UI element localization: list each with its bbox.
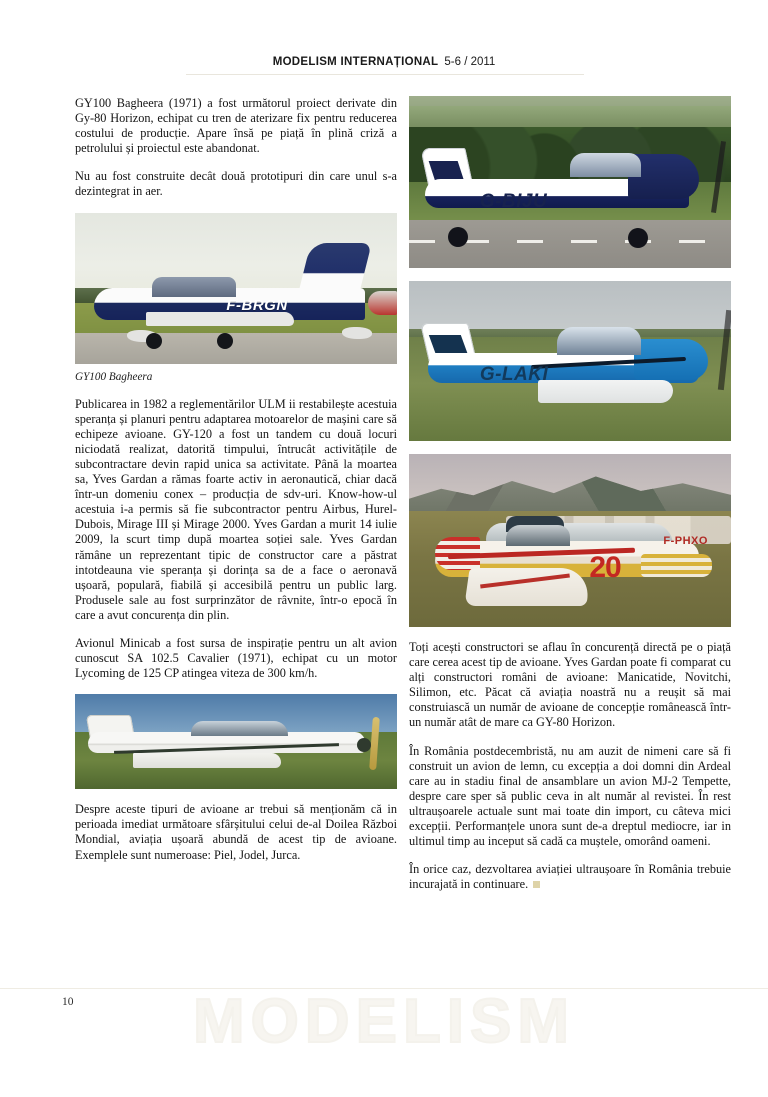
paragraph-conclusion xyxy=(409,862,731,892)
aircraft-canopy xyxy=(557,327,641,354)
paragraph-minicab-cavalier: Avionul Minicab a fost sursa de inspirație pentru un alt avion cunoscut SA 102.5 Cavalier (1971), echipat cu un motor Lycoming de 125 CP atingea viteza de 300 km/h. xyxy=(75,635,397,681)
aircraft-registration-fphxo: F-PHXO xyxy=(663,535,708,548)
wheel-main-right xyxy=(217,333,233,349)
aircraft-wing xyxy=(146,312,294,326)
paragraph-gy100-bagheera: GY100 Bagheera (1971) a fost următorul proiect derivate din Gy-80 Horizon, echipat cu tren de aterizare fix pentru reducerea costului de producție. Apare însă pe piață în plină criză a petrolului și proiectul este abandonat. xyxy=(75,96,397,156)
aircraft-canopy xyxy=(152,277,236,297)
photo-gy100-bagheera xyxy=(75,213,397,364)
header-divider xyxy=(186,74,584,75)
end-of-article-mark xyxy=(533,881,540,888)
photo-sa102-cavalier xyxy=(75,694,397,789)
photo-glaki xyxy=(409,281,731,441)
page-header xyxy=(0,52,768,70)
conclusion-text: În orice caz, dezvoltarea aviației ultraușoare în România trebuie incurajată in continuare. xyxy=(409,862,731,892)
photo-fphxo-racer xyxy=(409,454,731,627)
aircraft-registration-glaki: G-LAKI xyxy=(479,364,549,386)
paragraph-postwar-types: Despre aceste tipuri de avioane ar trebui să menționăm că in perioada imediat următoare sfârșitului celui de-al Doilea Război Mondial, aviația ușoară abundă de acest tip de avioane. Exemplele sunt numeroase: Piel, Jodel, Jurca. xyxy=(75,802,397,862)
aircraft-canopy xyxy=(191,721,288,736)
wheel-fairing-nose xyxy=(342,327,372,339)
paragraph-ulm-regulations: Publicarea in 1982 a reglementărilor ULM ii restabilește acestuia speranța și planuri pentru adaptarea motoarelor de mașini care să echipeze avioane. GY-120 a fost un tandem cu două locuri niciodată realizat, datorită timpului, întrucât activitățile de subcontractare devin rapid unica sa activitate. Până la moartea sa, Yves Gardan a rămas foarte activ in aeronautică, chiar dacă într-un domeniu conex – producția de sdv-uri. Know-how-ul acestuia i-a permis să fie subcontractor pentru Airbus, Hurel-Dubois, Mirage III și Mirage 2000. Yves Gardan a murit 14 iulie 2009, la scurt timp după moartea soției sale. Yves Gardan rămâne un reprezentant tipic de constructor care a păstrat intotdeauna vie speranța și dorința sa de a face o aeronavă ușoară, populară, fiabilă și accesibilă pentru un public larg. Produsele sale au fost surprinzător de râvnite, într-o epocă în care a avut concurența din plin. xyxy=(75,396,397,622)
page-watermark: MODELISM xyxy=(192,987,576,1056)
left-column xyxy=(75,96,397,863)
photo-scene xyxy=(409,281,731,441)
aircraft-wing xyxy=(133,753,281,768)
paragraph-romania-postdecembrist: În România postdecembristă, nu am auzit de nimeni care să fi construit un avion de lemn, cu excepția a doi domni din Ardeal care au in stadiu final de ansamblare un avion MJ-2 Tempette, despre care sper să public ceva in alt număr al revistei. În rest ultraușoarele actuale sunt mai toate din import, cu câteva mici excepții. Performanțele unora sunt de-a dreptul mediocre, iar in ultimul timp au inceput să cadă ca muștele, omorând oameni. xyxy=(409,743,731,849)
tailplane xyxy=(641,554,712,576)
aircraft-canopy xyxy=(506,525,570,546)
race-number: 20 xyxy=(589,550,621,584)
photo-scene xyxy=(409,96,731,268)
photo-scene xyxy=(75,213,397,364)
aircraft-registration-fbrgn: F-BRGN xyxy=(226,297,288,315)
paragraph-competition: Toți acești constructori se aflau în concurență directă pe o piață care cerea acest tip de avioane. Yves Gardan poate fi comparat cu alți constructori români de avioane: Manicatide, Novitchi, Silimon, etc. Păcat că aviația noastră nu a reușit să mai construiască un număr de avioane de concepție românească într-un număr atât de mare ca GY-80 Horizon. xyxy=(409,640,731,730)
paragraph-prototypes: Nu au fost construite decât două prototipuri din care unul s-a dezintegrat in aer. xyxy=(75,169,397,199)
issue-number: 5-6 / 2011 xyxy=(444,56,496,68)
wheel-tail xyxy=(448,227,468,247)
background-aircraft xyxy=(368,291,397,315)
aircraft-canopy xyxy=(570,153,641,177)
right-column xyxy=(409,96,731,892)
aircraft-registration-gbiju: G-BIJU xyxy=(479,190,548,212)
photo-caption-bagheera: GY100 Bagheera xyxy=(75,370,153,383)
photo-gbiju xyxy=(409,96,731,268)
photo-scene xyxy=(75,694,397,789)
tail-marking xyxy=(428,335,467,353)
magazine-title: MODELISM INTERNAȚIONAL xyxy=(272,56,439,68)
page-number: 10 xyxy=(62,996,74,1008)
aircraft-wing xyxy=(538,380,673,402)
